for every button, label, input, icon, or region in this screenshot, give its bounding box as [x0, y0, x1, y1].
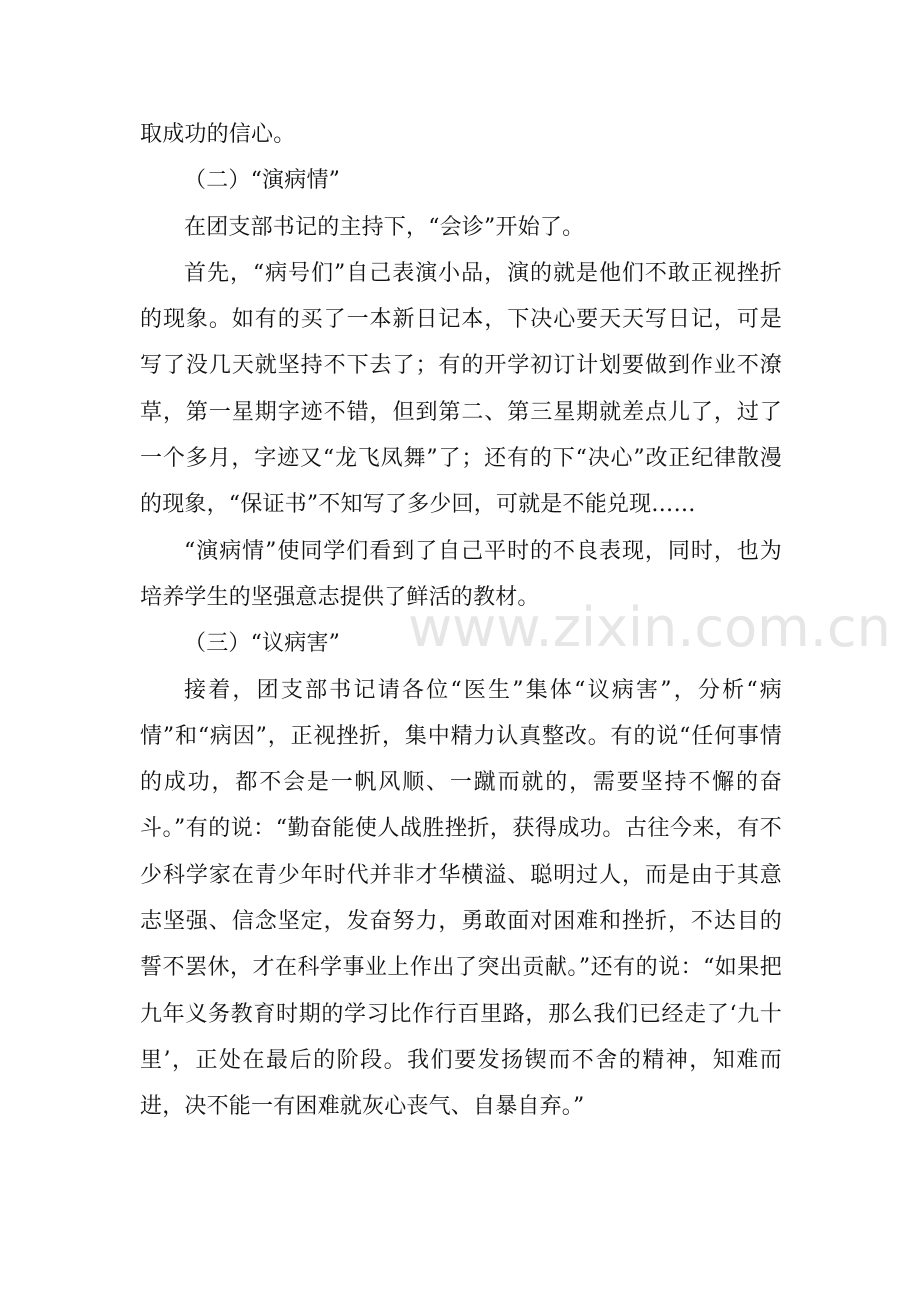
- paragraph-consultation-start: 在团支部书记的主持下，“会诊”开始了。: [184, 214, 585, 240]
- document-body: [140, 112, 782, 1131]
- paragraph-continuation: 取成功的信心。: [140, 122, 296, 147]
- section-heading-3: （三）“议病害”: [184, 631, 341, 657]
- paragraph-skit-effect: “演病情”使同学们看到了自己平时的不良表现，同时，也为培养学生的坚强意志提供了鲜活的教材。: [140, 538, 782, 610]
- paragraph-discussion: 接着，团支部书记请各位“医生”集体“议病害”，分析“病情”和“病因”，正视挫折，集中精力认真整改。有的说“任何事情的成功，都不会是一帆风顺、一蹴而就的，需要坚持不懈的奋斗。”有的说：“勤奋能使人战胜挫折，获得成功。古往今来，有不少科学家在青少年时代并非才华横溢、聪明过人，而是由于其意志坚强、信念坚定，发奋努力，勇敢面对困难和挫折，不达目的誓不罢休，才在科学事业上作出了突出贡献。”还有的说：“如果把九年义务教育时期的学习比作行百里路，那么我们已经走了‘九十里’，正处在最后的阶段。我们要发扬锲而不舍的精神，知难而进，决不能一有困难就灰心丧气、自暴自弃。”: [140, 677, 782, 1120]
- paragraph-skit: 首先，“病号们”自己表演小品，演的就是他们不敢正视挫折的现象。如有的买了一本新日记本，下决心要天天写日记，可是写了没几天就坚持不下去了；有的开学初订计划要做到作业不潦草，第一星期字迹不错，但到第二、第三星期就差点儿了，过了一个多月，字迹又“龙飞凤舞”了；还有的下“决心”改正纪律散漫的现象，“保证书”不知写了多少回，可就是不能兑现……: [140, 260, 782, 518]
- section-heading-2: （二）“演病情”: [184, 168, 341, 194]
- watermark-text: www.zixin.com.cn: [408, 596, 891, 659]
